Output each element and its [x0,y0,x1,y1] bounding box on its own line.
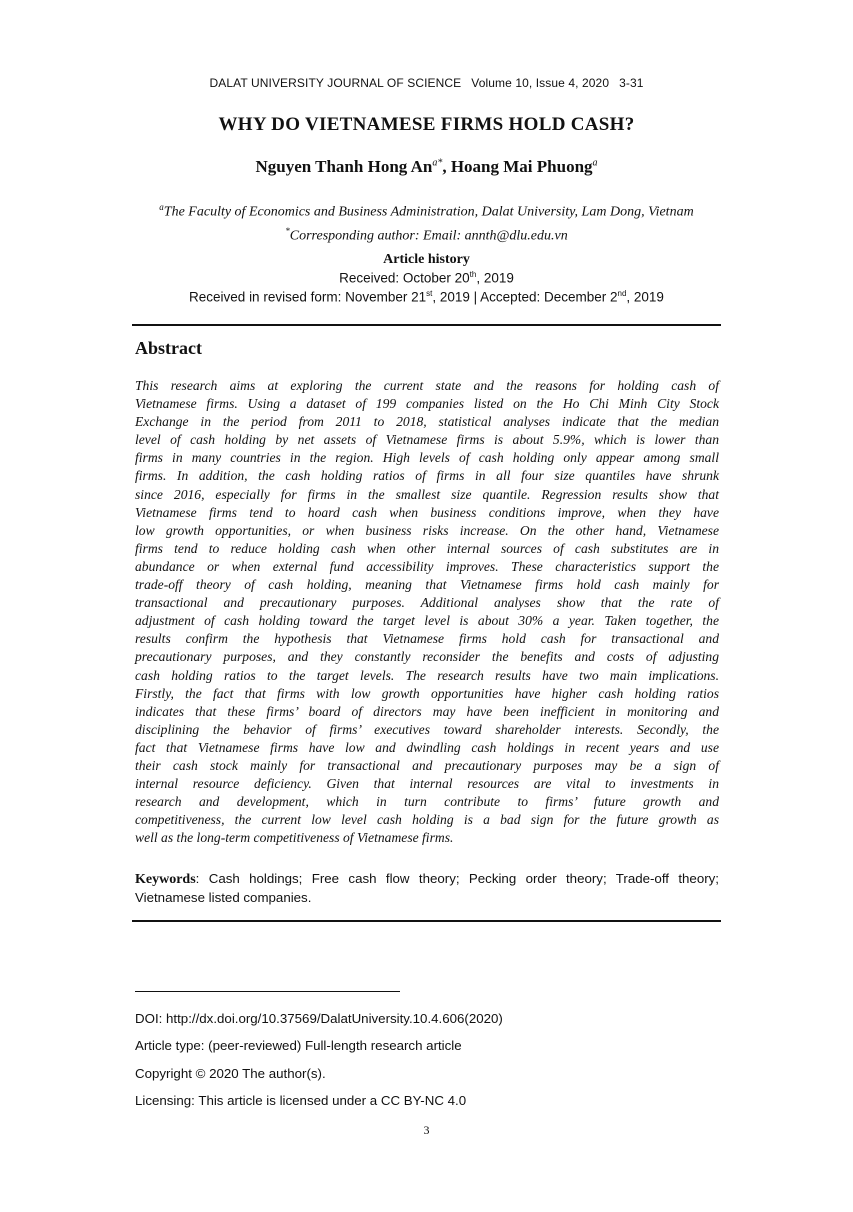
author-2: Hoang Mai Phuong [450,157,593,176]
abstract-line: Exchange in the period from 2011 to 2018, statistical analyses indicate that the median [135,414,719,430]
author-separator: , [442,157,451,176]
journal-pages: 3-31 [619,76,644,90]
received-sup: th [469,270,477,279]
abstract-line: research and development, which in turn contribute to firms’ future growth and [135,794,719,810]
abstract-line: internal resource deficiency. Given that internal resources are vital to investments in [135,776,719,792]
abstract-line: cash holding ratios to the target levels. The research results have two main implications. [135,667,719,683]
copyright: Copyright © 2020 The author(s). [135,1066,326,1081]
abstract-body [135,377,719,847]
bottom-divider [132,920,721,922]
page-number: 3 [423,1123,430,1137]
corresponding-marker: * [285,225,290,236]
abstract-line: fact that Vietnamese firms have low and dwindling cash holdings in recent years and use [135,739,719,755]
abstract-line: since 2016, especially for firms in the smallest size quantile. Regression results show that [135,486,719,502]
paper-title: WHY DO VIETNAMESE FIRMS HOLD CASH? [218,114,635,135]
abstract-line: indicates that these firms’ board of directors may have been inefficient in monitoring and [135,703,719,719]
running-head [0,76,853,90]
abstract-line: adjustment of cash holding toward the target level is about 30% a year. Taken together, the [135,613,719,629]
author-2-affil: a [592,157,598,169]
author-list [0,157,853,177]
abstract-heading: Abstract [135,338,202,358]
keywords-line-2: Vietnamese listed companies. [135,890,312,905]
top-divider [132,324,721,326]
abstract-line: firms. In addition, the cash holding ratios of firms in all four size quantiles have shrunk [135,468,719,484]
affiliation-marker: a [159,202,164,212]
keywords [135,870,719,907]
abstract-line: trade-off theory of cash holding, meaning that Vietnamese firms hold cash mainly for [135,577,719,593]
author-1: Nguyen Thanh Hong An [255,157,433,176]
affiliation-text: The Faculty of Economics and Business Administration, Dalat University, Lam Dong, Vietnam [163,204,694,220]
article-type: Article type: (peer-reviewed) Full-length research article [135,1038,462,1053]
footnote-rule [135,991,400,992]
abstract-line: Vietnamese firms. Using a dataset of 199 companies listed on the Ho Chi Minh City Stock [135,396,719,412]
received-date [0,270,853,286]
revised-year: , 2019 | Accepted: December 2 [432,289,618,305]
abstract-line: transactional and precautionary purposes. Additional analyses show that the rate of [135,595,719,611]
abstract-line: firms in many countries in the region. High levels of cash holding only appear among small [135,450,719,466]
journal-name: DALAT UNIVERSITY JOURNAL OF SCIENCE [209,76,462,90]
keywords-line-1: : Cash holdings; Free cash flow theory; Pecking order theory; Trade-off theory; [195,871,719,886]
abstract-line: disciplining the behavior of firms’ executives toward shareholder interests. Secondly, the [135,721,719,737]
abstract-line: Vietnamese firms tend to hoard cash when business conditions improve, when they have [135,504,719,520]
revised-accepted-dates [0,289,853,305]
abstract-line: their cash stock mainly for transactional and precautionary purposes may be a sign of [135,757,719,773]
revised-label: Received in revised form: November 21 [189,289,427,305]
abstract-line: well as the long-term competitiveness of Vietnamese firms. [135,830,454,846]
abstract-line: level of cash holding by net assets of Vietnamese firms is about 5.9%, which is lower than [135,432,719,448]
abstract-line: low growth opportunities, or when business risks increase. On the other hand, Vietnamese [135,522,719,538]
affiliation-block [0,198,853,245]
abstract-line: Firstly, the fact that firms with low growth opportunities have higher cash holding ratios [135,685,719,701]
licensing: Licensing: This article is licensed under a CC BY-NC 4.0 [135,1093,467,1108]
article-history-heading: Article history [383,252,470,267]
abstract-line: precautionary purposes, and they constantly reconsider the benefits and costs of adjusting [135,649,719,665]
received-year: , 2019 [476,270,514,286]
journal-volume: Volume 10, Issue 4, 2020 [471,76,610,90]
accepted-year: , 2019 [626,289,664,305]
corresponding-author: Corresponding author: Email: annth@dlu.edu.vn [289,228,568,244]
abstract-line: This research aims at exploring the current state and the reasons for holding cash of [135,378,719,393]
revised-sup: st [426,289,433,298]
received-label: Received: October 20 [339,270,470,286]
abstract-line: firms tend to reduce holding cash when other internal sources of cash substitutes are in [135,540,719,556]
accepted-sup: nd [617,289,627,298]
abstract-line: abundance or when external fund accessibility improves. These characteristics support the [135,558,719,574]
doi-link[interactable]: DOI: http://dx.doi.org/10.37569/DalatUniversity.10.4.606(2020) [135,1011,503,1026]
author-1-affil: a* [432,157,443,169]
abstract-line: competitiveness, the current low level cash holding is a bad sign for the future growth as [135,812,719,828]
abstract-line: results confirm the hypothesis that Vietnamese firms hold cash for transactional and [135,631,719,647]
keywords-label: Keywords [135,872,196,887]
